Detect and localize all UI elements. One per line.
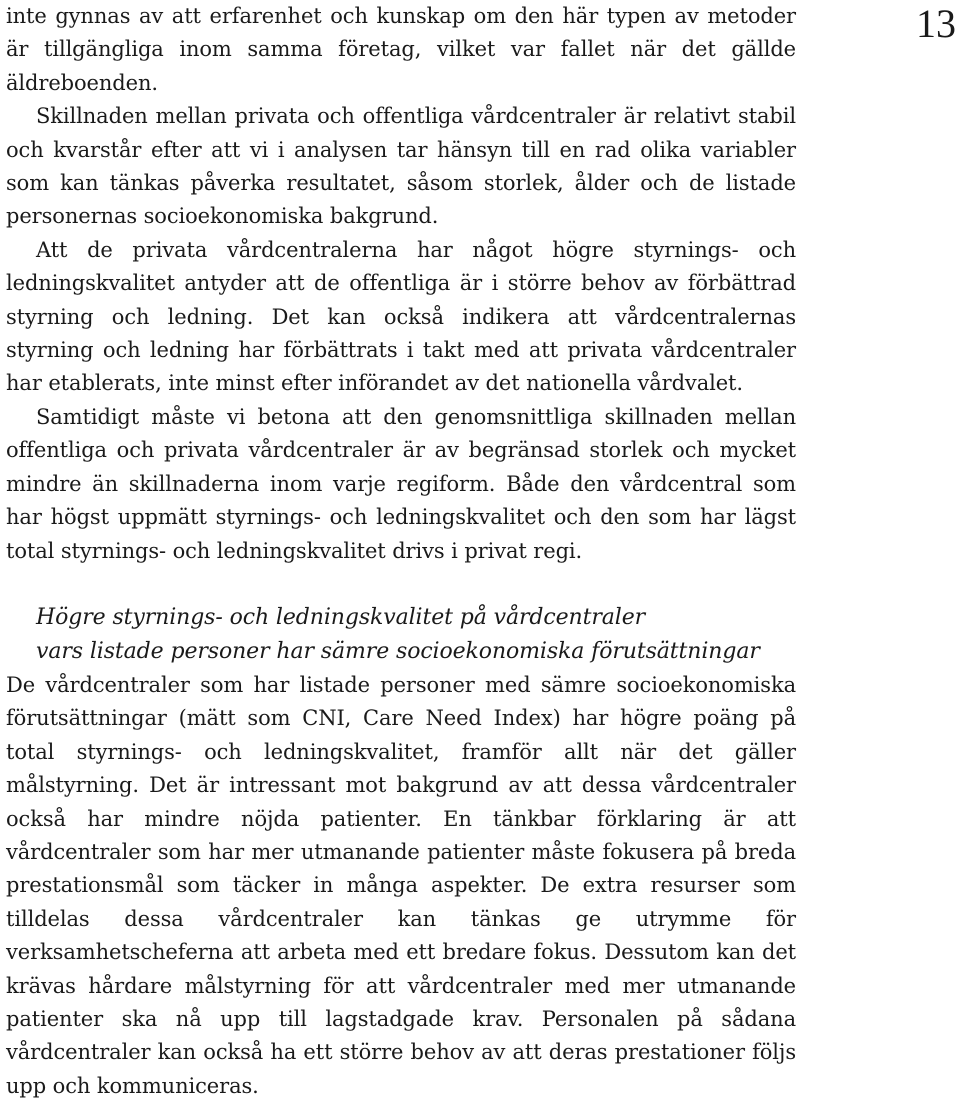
section-heading-line-2: vars listade personer har sämre socioekonomiska förutsättningar: [36, 638, 760, 664]
page-number: 13: [916, 1, 956, 46]
body-text: [6, 0, 796, 1103]
paragraph-continuation: inte gynnas av att erfarenhet och kunskap om den här typen av metoder är tillgängliga inom samma företag, vilket var fallet när det gällde äldreboenden.: [6, 4, 796, 95]
section-heading-line-1: Högre styrnings- och ledningskvalitet på vårdcentraler: [36, 604, 646, 630]
paragraph-stability: Skillnaden mellan privata och offentliga vårdcentraler är relativt stabil och kvarstår efter att vi i analysen tar hänsyn till en rad olika variabler som kan tänkas påverka resultatet, såsom storlek, ålder och de listade personernas socioekonomiska bakgrund.: [6, 104, 796, 229]
paragraph-socioeconomic: De vårdcentraler som har listade personer med sämre socioekonomiska förutsättningar (mätt som CNI, Care Need Index) har högre poäng på total styrnings- och ledningskvalitet, framför allt när det gäller målstyrning. Det är intressant mot bakgrund av att dessa vårdcentraler också har mindre nöjda patienter. En tänkbar förklaring är att vårdcentraler som har mer utmanande patienter måste fokusera på breda prestationsmål som täcker in många aspekter. De extra resurser som tilldelas dessa vårdcentraler kan tänkas ge utrymme för verksamhetscheferna att arbeta med ett bredare fokus. Dessutom kan det krävas hårdare målstyrning för att vårdcentraler med mer utmanande patienter ska nå upp till lagstadgade krav. Personalen på sådana vårdcentraler kan också ha ett större behov av att deras prestationer följs upp och kommuniceras.: [6, 672, 796, 1098]
paragraph-average-difference: Samtidigt måste vi betona att den genomsnittliga skillnaden mellan offentliga och privata vårdcentraler är av begränsad storlek och mycket mindre än skillnaderna inom varje regiform. Både den vårdcentral som har högst uppmätt styrnings- och ledningskvalitet och den som har lägst total styrnings- och ledningskvalitet drivs i privat regi.: [6, 404, 796, 563]
paragraph-management-quality: Att de privata vårdcentralerna har något högre styrnings- och ledningskvalitet antyder att de offentliga är i större behov av förbättrad styrning och ledning. Det kan också indikera att vårdcentralernas styrning och ledning har förbättrats i takt med att privata vårdcentraler har etablerats, inte minst efter införandet av det nationella vårdvalet.: [6, 237, 796, 396]
section-heading: [6, 601, 796, 669]
